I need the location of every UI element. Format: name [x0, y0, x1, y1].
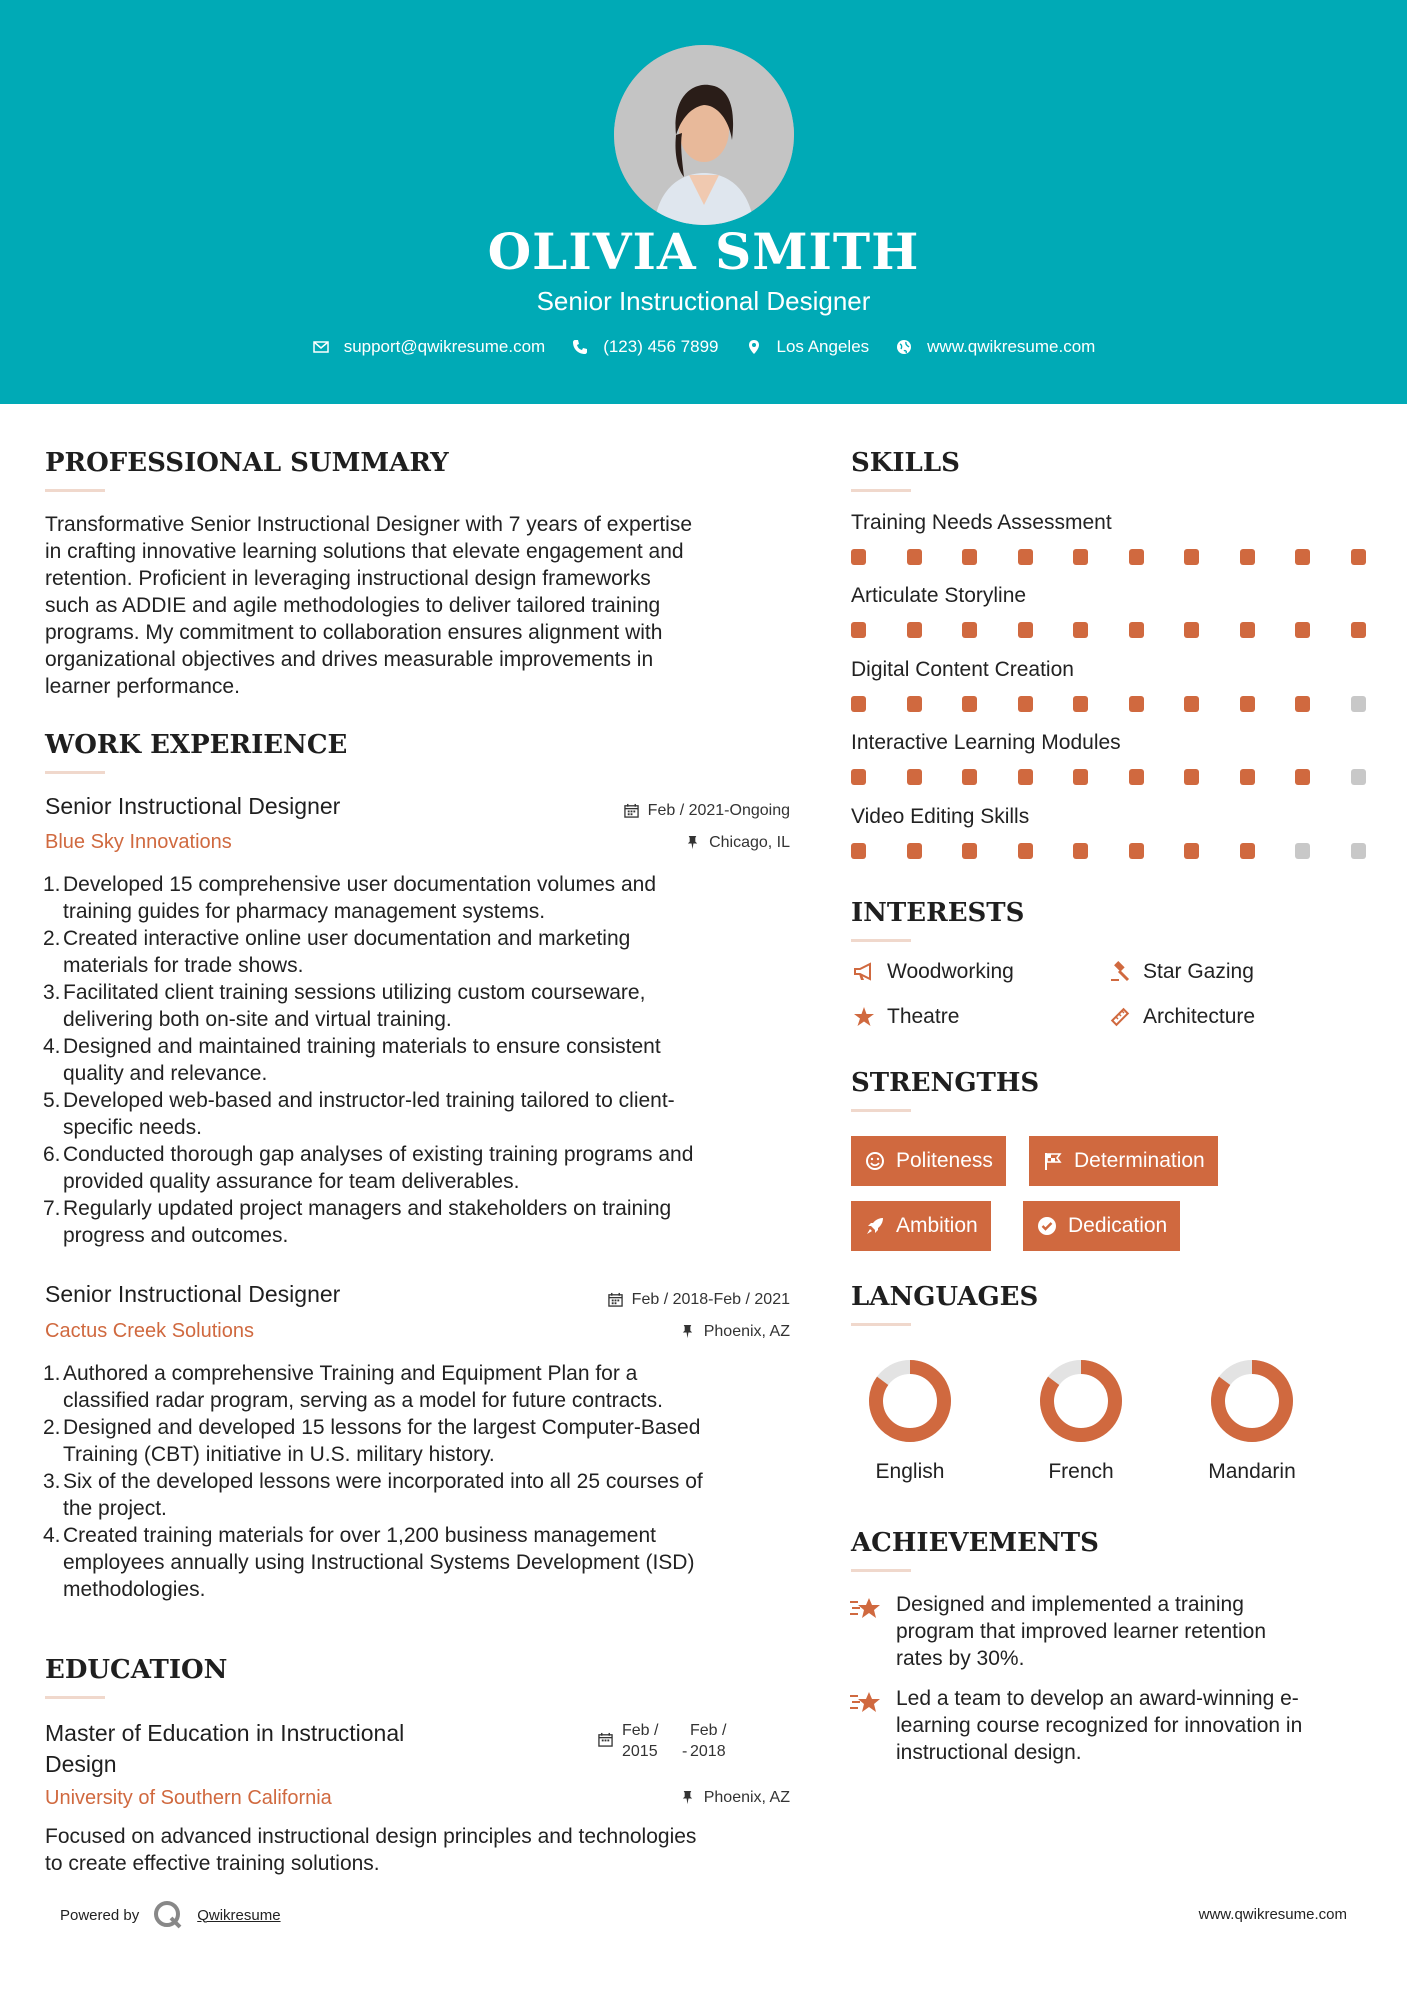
rating-dot-filled	[1351, 622, 1366, 638]
bullet-line: classified radar program, serving as a model for future contracts.	[63, 1389, 663, 1412]
list-item	[45, 871, 805, 925]
interests-underline	[851, 939, 911, 942]
strength-label: Politeness	[896, 1149, 993, 1172]
interest-item	[1107, 1005, 1255, 1029]
bullet-number: 2.	[43, 927, 61, 950]
summary-line: learner performance.	[45, 675, 240, 698]
smile-icon	[864, 1150, 886, 1172]
contact-bar	[0, 337, 1407, 357]
shooting-star-icon	[849, 1688, 883, 1718]
edu-end	[690, 1720, 726, 1762]
rating-dot-filled	[1295, 622, 1310, 638]
bullet-number: 1.	[43, 1362, 61, 1385]
skill-rating	[851, 622, 1406, 638]
calendar-icon	[598, 1732, 614, 1748]
job-bullets	[45, 1360, 805, 1603]
education-underline	[45, 1696, 105, 1699]
bullet-line: specific needs.	[63, 1116, 202, 1139]
star-icon	[851, 1005, 877, 1029]
rating-dot-filled	[1351, 549, 1366, 565]
footer-website[interactable]: www.qwikresume.com	[1198, 1906, 1347, 1923]
interest-label: Woodworking	[887, 960, 1014, 983]
website-text: www.qwikresume.com	[927, 337, 1096, 356]
rating-dot-filled	[1018, 769, 1033, 785]
list-item	[45, 1414, 805, 1468]
bullet-line: quality and relevance.	[63, 1062, 268, 1085]
pin-icon	[685, 835, 701, 851]
rating-dot-filled	[1073, 622, 1088, 638]
skill-name: Interactive Learning Modules	[851, 731, 1121, 754]
interest-item	[851, 960, 1014, 984]
edu-end-a: Feb /	[690, 1722, 727, 1739]
achievement-line: Led a team to develop an award-winning e-	[896, 1687, 1299, 1710]
bullet-number: 5.	[43, 1089, 61, 1112]
strength-tag	[851, 1136, 1006, 1186]
rating-dot-filled	[962, 696, 977, 712]
languages-underline	[851, 1323, 911, 1326]
experience-heading: WORK EXPERIENCE	[45, 730, 348, 760]
rating-dot-filled	[1073, 769, 1088, 785]
rocket-icon	[864, 1215, 886, 1237]
list-item	[45, 1141, 805, 1195]
skill-name: Digital Content Creation	[851, 658, 1074, 681]
bullet-line: progress and outcomes.	[63, 1224, 289, 1247]
degree-title	[45, 1718, 404, 1780]
location-text: Chicago, IL	[709, 834, 790, 851]
rating-dot-filled	[1184, 622, 1199, 638]
strengths-underline	[851, 1109, 911, 1112]
job-dates	[500, 802, 790, 820]
edu-start	[622, 1720, 682, 1762]
rating-dot-filled	[1129, 622, 1144, 638]
rating-dot-filled	[1073, 549, 1088, 565]
resume-header	[0, 0, 1407, 404]
bullet-line: Developed 15 comprehensive user documentation volumes and	[63, 873, 657, 896]
edu-start-b: 2015	[622, 1743, 658, 1760]
interest-item	[851, 1005, 959, 1029]
job-location	[500, 834, 790, 852]
strengths-heading: STRENGTHS	[851, 1068, 1040, 1098]
rating-dot-empty	[1351, 696, 1366, 712]
rating-dot-filled	[1184, 549, 1199, 565]
rating-dot-filled	[1018, 622, 1033, 638]
education-dates	[598, 1720, 793, 1762]
bullet-line: Designed and developed 15 lessons for the largest Computer-Based	[63, 1416, 701, 1439]
footer-powered-by	[60, 1900, 281, 1930]
rating-dot-filled	[1240, 769, 1255, 785]
bullet-line: delivering both on-site and virtual training.	[63, 1008, 452, 1031]
interest-item	[1107, 960, 1254, 984]
rating-dot-filled	[962, 769, 977, 785]
job-location	[500, 1323, 790, 1341]
bullet-number: 1.	[43, 873, 61, 896]
rating-dot-filled	[1129, 843, 1144, 859]
achievement-line: program that improved learner retention	[896, 1620, 1267, 1643]
bullet-number: 6.	[43, 1143, 61, 1166]
bullet-line: materials for trade shows.	[63, 954, 304, 977]
gavel-icon	[1107, 960, 1133, 984]
rating-dot-filled	[1240, 549, 1255, 565]
rating-dot-empty	[1351, 843, 1366, 859]
edu-separator: -	[682, 1743, 688, 1760]
achievement-line: rates by 30%.	[896, 1647, 1025, 1670]
bullet-line: Facilitated client training sessions utilizing custom courseware,	[63, 981, 646, 1004]
skill-name: Video Editing Skills	[851, 805, 1030, 828]
location-text: Phoenix, AZ	[703, 1323, 790, 1340]
ruler-pencil-icon	[1107, 1005, 1133, 1029]
contact-email[interactable]	[312, 337, 546, 357]
rating-dot-filled	[962, 622, 977, 638]
dates-text: Feb / 2018-Feb / 2021	[631, 1291, 790, 1308]
rating-dot-filled	[851, 696, 866, 712]
rating-dot-filled	[1129, 696, 1144, 712]
flag-checkered-icon	[1042, 1150, 1064, 1172]
interest-label: Architecture	[1143, 1005, 1256, 1028]
list-item	[45, 925, 805, 979]
qwikresume-logo-icon	[153, 1900, 183, 1930]
rating-dot-filled	[907, 622, 922, 638]
rating-dot-filled	[1240, 696, 1255, 712]
rating-dot-filled	[1018, 696, 1033, 712]
calendar-icon	[624, 803, 640, 819]
achievement-line: Designed and implemented a training	[896, 1593, 1244, 1616]
list-item	[45, 1087, 805, 1141]
strength-label: Dedication	[1068, 1214, 1168, 1237]
bullet-line: Regularly updated project managers and stakeholders on training	[63, 1197, 672, 1220]
bullet-number: 3.	[43, 1470, 61, 1493]
bullet-line: Designed and maintained training materials to ensure consistent	[63, 1035, 661, 1058]
summary-text	[45, 511, 805, 700]
skill-rating	[851, 549, 1406, 565]
bullet-number: 7.	[43, 1197, 61, 1220]
bullet-line: provided quality assurance for team deliverables.	[63, 1170, 520, 1193]
rating-dot-filled	[1184, 769, 1199, 785]
degree-line: Master of Education in Instructional	[45, 1720, 405, 1746]
powered-by-label: Powered by	[60, 1906, 140, 1924]
rating-dot-filled	[1240, 843, 1255, 859]
rating-dot-filled	[1073, 696, 1088, 712]
summary-line: retention. Proficient in leveraging instructional design frameworks	[45, 567, 651, 590]
strength-tag	[1029, 1136, 1218, 1186]
company-name: Blue Sky Innovations	[45, 831, 232, 853]
bullet-line: methodologies.	[63, 1578, 206, 1601]
phone-icon	[571, 338, 589, 356]
summary-line: Transformative Senior Instructional Designer with 7 years of expertise	[45, 513, 693, 536]
skill-rating	[851, 843, 1406, 859]
summary-underline	[45, 489, 105, 492]
skill-rating	[851, 696, 1406, 712]
rating-dot-filled	[1018, 843, 1033, 859]
list-item	[45, 979, 805, 1033]
rating-dot-filled	[1184, 843, 1199, 859]
bullet-line: Conducted thorough gap analyses of existing training programs and	[63, 1143, 694, 1166]
rating-dot-filled	[1184, 696, 1199, 712]
company-name: Cactus Creek Solutions	[45, 1320, 254, 1342]
skill-name: Articulate Storyline	[851, 584, 1027, 607]
job-title: Senior Instructional Designer	[45, 793, 341, 819]
list-item	[45, 1360, 805, 1414]
job-dates	[500, 1291, 790, 1309]
skills-underline	[851, 489, 911, 492]
contact-website[interactable]	[895, 337, 1095, 357]
phone-text: (123) 456 7899	[603, 337, 719, 356]
desc-line: to create effective training solutions.	[45, 1852, 380, 1875]
shooting-star-icon	[849, 1594, 883, 1624]
rating-dot-filled	[907, 843, 922, 859]
education-heading: EDUCATION	[45, 1655, 228, 1685]
bullet-line: Created training materials for over 1,200 business management	[63, 1524, 656, 1547]
job-bullets	[45, 871, 805, 1249]
globe-icon	[895, 338, 913, 356]
map-pin-icon	[745, 338, 763, 356]
rating-dot-filled	[1295, 769, 1310, 785]
rating-dot-filled	[1240, 622, 1255, 638]
rating-dot-empty	[1295, 843, 1310, 859]
education-location	[500, 1789, 790, 1807]
rating-dot-filled	[962, 549, 977, 565]
rating-dot-filled	[962, 843, 977, 859]
list-item	[45, 1468, 805, 1522]
bullet-line: Authored a comprehensive Training and Equipment Plan for a	[63, 1362, 638, 1385]
strength-tag	[1023, 1201, 1180, 1251]
location-text: Los Angeles	[776, 337, 870, 356]
rating-dot-filled	[851, 549, 866, 565]
bullet-line: employees annually using Instructional Systems Development (ISD)	[63, 1551, 695, 1574]
education-description	[45, 1823, 815, 1877]
language-item	[1192, 1358, 1312, 1484]
languages-heading: LANGUAGES	[851, 1282, 1039, 1312]
language-name: English	[875, 1460, 945, 1483]
summary-line: organizational objectives and drives measurable improvements in	[45, 648, 654, 671]
calendar-icon	[608, 1292, 624, 1308]
bullet-line: Developed web-based and instructor-led training tailored to client-	[63, 1089, 675, 1112]
candidate-name: OLIVIA SMITH	[487, 222, 920, 281]
email-text: support@qwikresume.com	[343, 337, 546, 356]
candidate-title: Senior Instructional Designer	[536, 286, 871, 316]
rating-dot-filled	[1018, 549, 1033, 565]
bullet-line: Created interactive online user documentation and marketing	[63, 927, 631, 950]
interest-label: Star Gazing	[1143, 960, 1254, 983]
edu-end-b: 2018	[690, 1743, 726, 1760]
job-title: Senior Instructional Designer	[45, 1281, 341, 1307]
rating-dot-filled	[907, 549, 922, 565]
language-proficiency-donut	[1038, 1358, 1124, 1444]
language-proficiency-donut	[867, 1358, 953, 1444]
achievement-line: instructional design.	[896, 1741, 1082, 1764]
list-item	[45, 1195, 805, 1249]
envelope-icon	[312, 338, 330, 356]
achievement-item	[896, 1685, 1376, 1766]
brand-link[interactable]: Qwikresume	[197, 1906, 281, 1924]
school-name: University of Southern California	[45, 1787, 332, 1809]
skill-rating	[851, 769, 1406, 785]
rating-dot-filled	[1129, 549, 1144, 565]
pin-icon	[680, 1324, 696, 1340]
language-name: French	[1048, 1460, 1114, 1483]
bullet-line: Training (CBT) initiative in U.S. military history.	[63, 1443, 495, 1466]
rating-dot-empty	[1351, 769, 1366, 785]
skill-name: Training Needs Assessment	[851, 511, 1112, 534]
rating-dot-filled	[1073, 843, 1088, 859]
bullet-number: 4.	[43, 1035, 61, 1058]
rating-dot-filled	[851, 622, 866, 638]
rating-dot-filled	[907, 769, 922, 785]
rating-dot-filled	[851, 769, 866, 785]
achievements-heading: ACHIEVEMENTS	[851, 1528, 1099, 1558]
summary-line: programs. My commitment to collaboration ensures alignment with	[45, 621, 663, 644]
strength-tag	[851, 1201, 991, 1251]
language-proficiency-donut	[1209, 1358, 1295, 1444]
experience-underline	[45, 771, 105, 774]
bullet-number: 3.	[43, 981, 61, 1004]
strength-label: Determination	[1074, 1149, 1205, 1172]
list-item	[45, 1033, 805, 1087]
summary-line: such as ADDIE and agile methodologies to deliver tailored training	[45, 594, 661, 617]
megaphone-icon	[851, 960, 877, 984]
location-text: Phoenix, AZ	[703, 1789, 790, 1806]
rating-dot-filled	[1129, 769, 1144, 785]
degree-line: Design	[45, 1751, 117, 1777]
desc-line: Focused on advanced instructional design principles and technologies	[45, 1825, 697, 1848]
bullet-number: 4.	[43, 1524, 61, 1547]
pin-icon	[680, 1790, 696, 1806]
list-item	[45, 1522, 805, 1603]
bullet-line: the project.	[63, 1497, 167, 1520]
dates-text: Feb / 2021-Ongoing	[647, 802, 790, 819]
rating-dot-filled	[907, 696, 922, 712]
rating-dot-filled	[1295, 696, 1310, 712]
check-circle-icon	[1036, 1215, 1058, 1237]
language-item	[850, 1358, 970, 1484]
summary-line: in crafting innovative learning solutions that elevate engagement and	[45, 540, 684, 563]
bullet-line: training guides for pharmacy management systems.	[63, 900, 546, 923]
bullet-line: Six of the developed lessons were incorporated into all 25 courses of	[63, 1470, 703, 1493]
achievement-line: learning course recognized for innovation in	[896, 1714, 1303, 1737]
rating-dot-filled	[1295, 549, 1310, 565]
bullet-number: 2.	[43, 1416, 61, 1439]
summary-heading: PROFESSIONAL SUMMARY	[45, 448, 449, 478]
rating-dot-filled	[851, 843, 866, 859]
interests-heading: INTERESTS	[851, 898, 1025, 928]
profile-photo	[614, 45, 794, 225]
achievements-underline	[851, 1569, 911, 1572]
interest-label: Theatre	[887, 1005, 960, 1028]
contact-location	[745, 337, 870, 357]
edu-start-a: Feb /	[622, 1722, 659, 1739]
strength-label: Ambition	[896, 1214, 978, 1237]
language-item	[1021, 1358, 1141, 1484]
achievement-item	[896, 1591, 1376, 1672]
contact-phone[interactable]	[571, 337, 718, 357]
language-name: Mandarin	[1208, 1460, 1296, 1483]
skills-heading: SKILLS	[851, 448, 960, 478]
